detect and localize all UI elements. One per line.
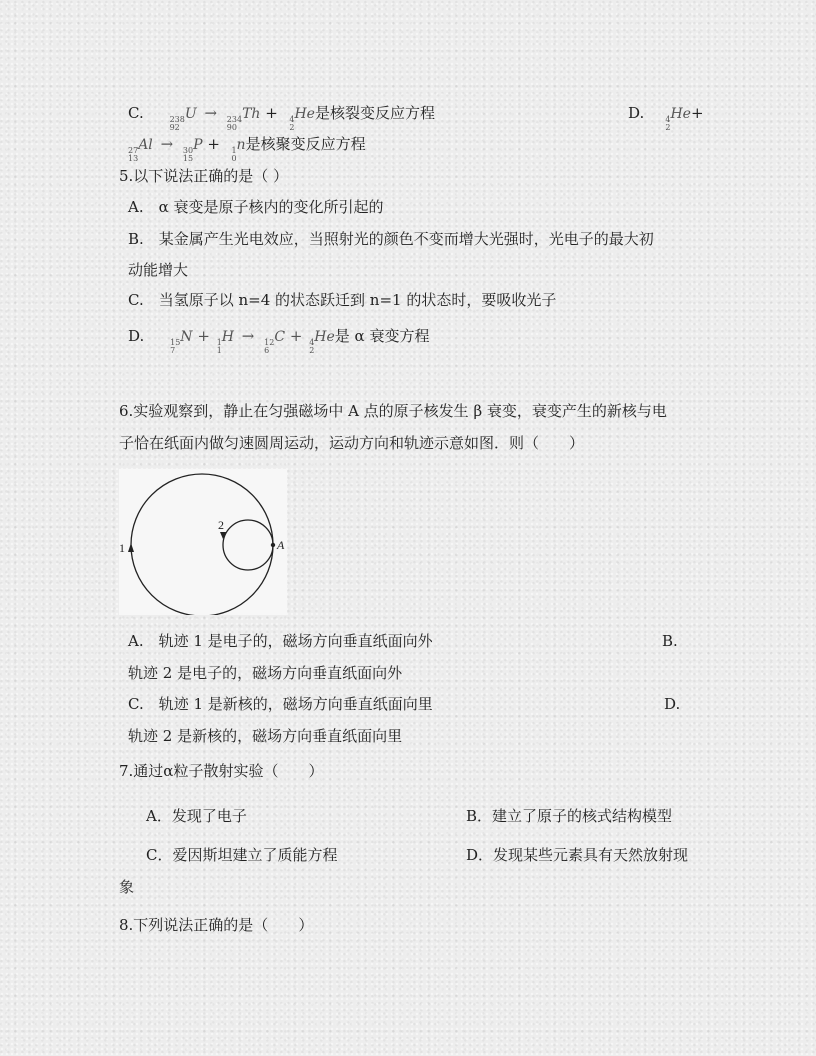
q5-option-b-line2: 动能增大 [128, 261, 189, 279]
plus-sign: + [197, 327, 210, 345]
q6-option-c: C. 轨迹 1 是新核的，磁场方向垂直纸面向里 [128, 695, 433, 713]
nuclide-p: 30 15 P [182, 137, 203, 163]
option-label: C. [128, 104, 144, 122]
q4-option-c [128, 103, 435, 132]
reaction-arrow: → [204, 104, 218, 122]
plus-sign: + [265, 104, 278, 122]
q7-stem: 7.通过α粒子散射实验（ ） [119, 762, 324, 780]
q5-option-c: C. 当氢原子以 n=4 的状态跃迁到 n=1 的状态时，要吸收光子 [128, 291, 557, 309]
point-a-dot [271, 543, 275, 547]
option-text: 是核聚变反应方程 [245, 135, 366, 153]
q5-stem: 5.以下说法正确的是（ ） [119, 167, 289, 185]
q8-stem: 8.下列说法正确的是（ ） [119, 916, 314, 934]
q6-option-d-text: 轨迹 2 是新核的，磁场方向垂直纸面向里 [128, 727, 403, 745]
option-text: 是 α 衰变方程 [334, 327, 430, 345]
q6-option-b-label: B. [662, 632, 678, 650]
q6-option-d-label: D. [664, 695, 681, 713]
option-label: D. [128, 327, 145, 345]
q6-option-a: A. 轨迹 1 是电子的，磁场方向垂直纸面向外 [128, 632, 433, 650]
trajectory-2-circle [223, 520, 273, 570]
nuclide-n: 1 0 n [231, 137, 246, 163]
trajectory-diagram [119, 469, 287, 615]
q6-stem-line2: 子恰在纸面内做匀速圆周运动，运动方向和轨迹示意如图．则（ ） [119, 434, 585, 452]
trajectory-1-arrow-icon [128, 543, 134, 552]
q6-option-b-text: 轨迹 2 是电子的，磁场方向垂直纸面向外 [128, 664, 403, 682]
nuclide-n15: 15 7 N [170, 329, 193, 355]
nuclide-c12: 12 6 C [264, 329, 286, 355]
nuclide-he4: 4 2 He [309, 329, 335, 355]
plus-sign: + [207, 135, 220, 153]
option-text: 是核裂变反应方程 [314, 104, 435, 122]
q7-option-d-line1: D．发现某些元素具有天然放射现 [466, 846, 689, 864]
q5-option-a: A. α 衰变是原子核内的变化所引起的 [128, 198, 384, 216]
nuclide-u: 238 92 U [169, 106, 197, 132]
trajectory-1-circle [131, 474, 273, 615]
q4-option-d-label [628, 103, 704, 132]
q5-option-d [128, 326, 429, 355]
trajectory-1-label: 1 [119, 541, 125, 555]
q7-option-a: A．发现了电子 [146, 807, 247, 825]
plus-sign: + [690, 104, 704, 122]
q7-option-b: B．建立了原子的核式结构模型 [466, 807, 673, 825]
reaction-arrow: → [241, 327, 255, 345]
q6-stem-line1: 6.实验观察到，静止在匀强磁场中 A 点的原子核发生 β 衰变，衰变产生的新核与电 [119, 402, 667, 420]
nuclide-he: 4 2 He [665, 106, 691, 132]
reaction-arrow: → [160, 135, 174, 153]
q7-option-d-line2: 象 [119, 878, 135, 896]
q5-option-b-line1: B. 某金属产生光电效应，当照射光的颜色不变而增大光强时，光电子的最大初 [128, 230, 654, 248]
q7-option-c: C．爱因斯坦建立了质能方程 [146, 846, 338, 864]
plus-sign: + [289, 327, 303, 345]
option-label: D. [628, 104, 645, 122]
trajectory-figure [119, 469, 287, 615]
point-a-label: A [277, 538, 285, 552]
trajectory-2-label: 2 [218, 518, 224, 532]
nuclide-al: 27 13 Al [128, 137, 153, 163]
q4-option-d-continued [126, 134, 366, 163]
nuclide-h1: 1 1 H [216, 329, 234, 355]
nuclide-he: 4 2 He [289, 106, 315, 132]
nuclide-th: 234 90 Th [226, 106, 261, 132]
